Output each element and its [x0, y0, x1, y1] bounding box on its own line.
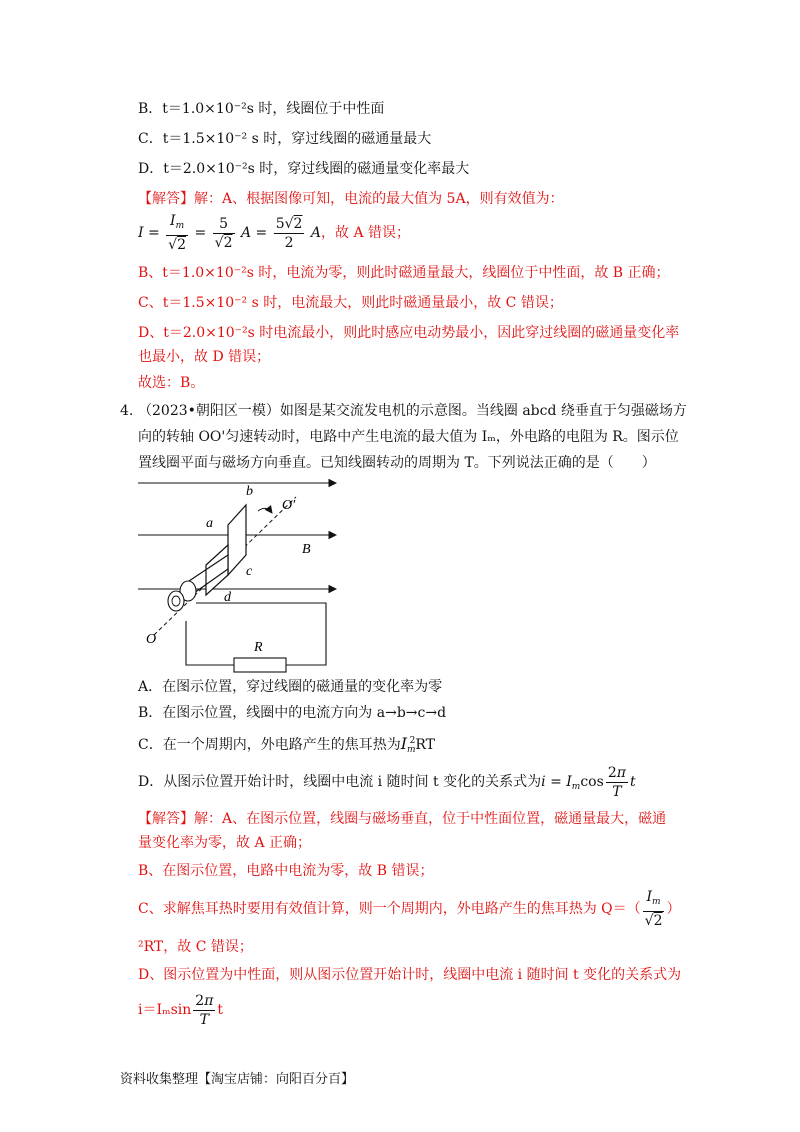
question-number: 4. [120, 403, 134, 419]
label-d: d [224, 590, 231, 605]
generator-diagram [136, 475, 346, 675]
option-d-prev: D．t＝2.0×10⁻²s 时，穿过线圈的磁通量变化率最大 [138, 161, 470, 177]
answer-prev-formula: I = $\frac{I_m}{√2}$ = $\frac{5}{√2}$ A = $\frac{5√2}{2}$ A，故 A 错误； [138, 213, 411, 253]
option-b: B．在图示位置，线圈中的电流方向为 a→b→c→d [138, 705, 447, 721]
label-O: O [146, 632, 157, 647]
answer4-b: B、在图示位置，电路中电流为零，故 B 错误； [138, 863, 434, 879]
coil-abcd [228, 505, 246, 575]
option-c-prev: C．t＝1.5×10⁻² s 时，穿过线圈的磁通量最大 [138, 131, 432, 147]
option-b-prev: B．t＝1.0×10⁻²s 时，线圈位于中性面 [138, 101, 385, 117]
answer4-d1: D、图示位置为中性面，则从图示位置开始计时，线圈中电流 i 随时间 t 变化的关系式为 [138, 967, 682, 983]
answer-prev-intro: 【解答】解：A、根据图像可知，电流的最大值为 5A，则有效值为： [138, 191, 564, 207]
answer4-a1: 【解答】解：A、在图示位置，线圈与磁场垂直，位于中性面位置，磁通量最大，磁通 [138, 811, 667, 827]
answer-prev-b: B、t＝1.0×10⁻²s 时，电流为零，则此时磁通量最大，线圈位于中性面，故 B 正确； [138, 265, 670, 281]
external-circuit [186, 603, 326, 665]
answer-prev-d2: 也最小，故 D 错误； [138, 349, 271, 365]
question-line3: 置线圈平面与磁场方向垂直。已知线圈转动的周期为 T。下列说法正确的是（ ） [138, 455, 656, 471]
label-R: R [254, 640, 263, 655]
label-B: B [302, 542, 311, 557]
answer-prev-d1: D、t＝2.0×10⁻²s 时电流最小，则此时感应电动势最小，因此穿过线圈的磁通量变化率 [138, 325, 680, 341]
answer-prev-c: C、t＝1.5×10⁻² s 时，电流最大，则此时磁通量最小，故 C 错误； [138, 295, 563, 311]
label-b: b [246, 484, 253, 499]
slip-ring-2 [168, 591, 184, 611]
answer4-c2: ²RT，故 C 错误； [138, 939, 253, 955]
question-line1: （2023•朝阳区一模）如图是某交流发电机的示意图。当线圈 abcd 绕垂直于匀强磁场方 [138, 403, 687, 419]
label-c: c [246, 564, 253, 579]
question-line2: 向的转轴 OO'匀速转动时，电路中产生电流的最大值为 Iₘ，外电路的电阻为 R。图示位 [138, 429, 679, 445]
answer4-c1: C、求解焦耳热时要用有效值计算，则一个周期内，外电路产生的焦耳热为 Q＝（ $\frac{I_m}{√2}$ ） [138, 889, 681, 929]
footer: 资料收集整理【淘宝店铺：向阳百分百】 [120, 1072, 355, 1087]
answer-prev-choice: 故选：B。 [138, 375, 205, 391]
label-O-prime: O′ [282, 498, 296, 513]
rotation-arrow [258, 508, 272, 513]
answer4-a2: 量变化率为零，故 A 正确； [138, 835, 312, 851]
answer4-d2: i＝Iₘsin $\frac{2\pi}{T}$ t [138, 992, 224, 1028]
option-c: C．在一个周期内，外电路产生的焦耳热为$I_m^2RT$ [138, 734, 435, 755]
answer-tag: 【解答】 [138, 191, 194, 207]
label-a: a [206, 516, 213, 531]
resistor [234, 658, 286, 672]
option-d: D．从图示位置开始计时，线圈中电流 i 随时间 t 变化的关系式为$i = I_m\cos$ $\frac{2\pi}{T}$ t [138, 764, 636, 800]
option-a: A．在图示位置，穿过线圈的磁通量的变化率为零 [138, 679, 443, 695]
